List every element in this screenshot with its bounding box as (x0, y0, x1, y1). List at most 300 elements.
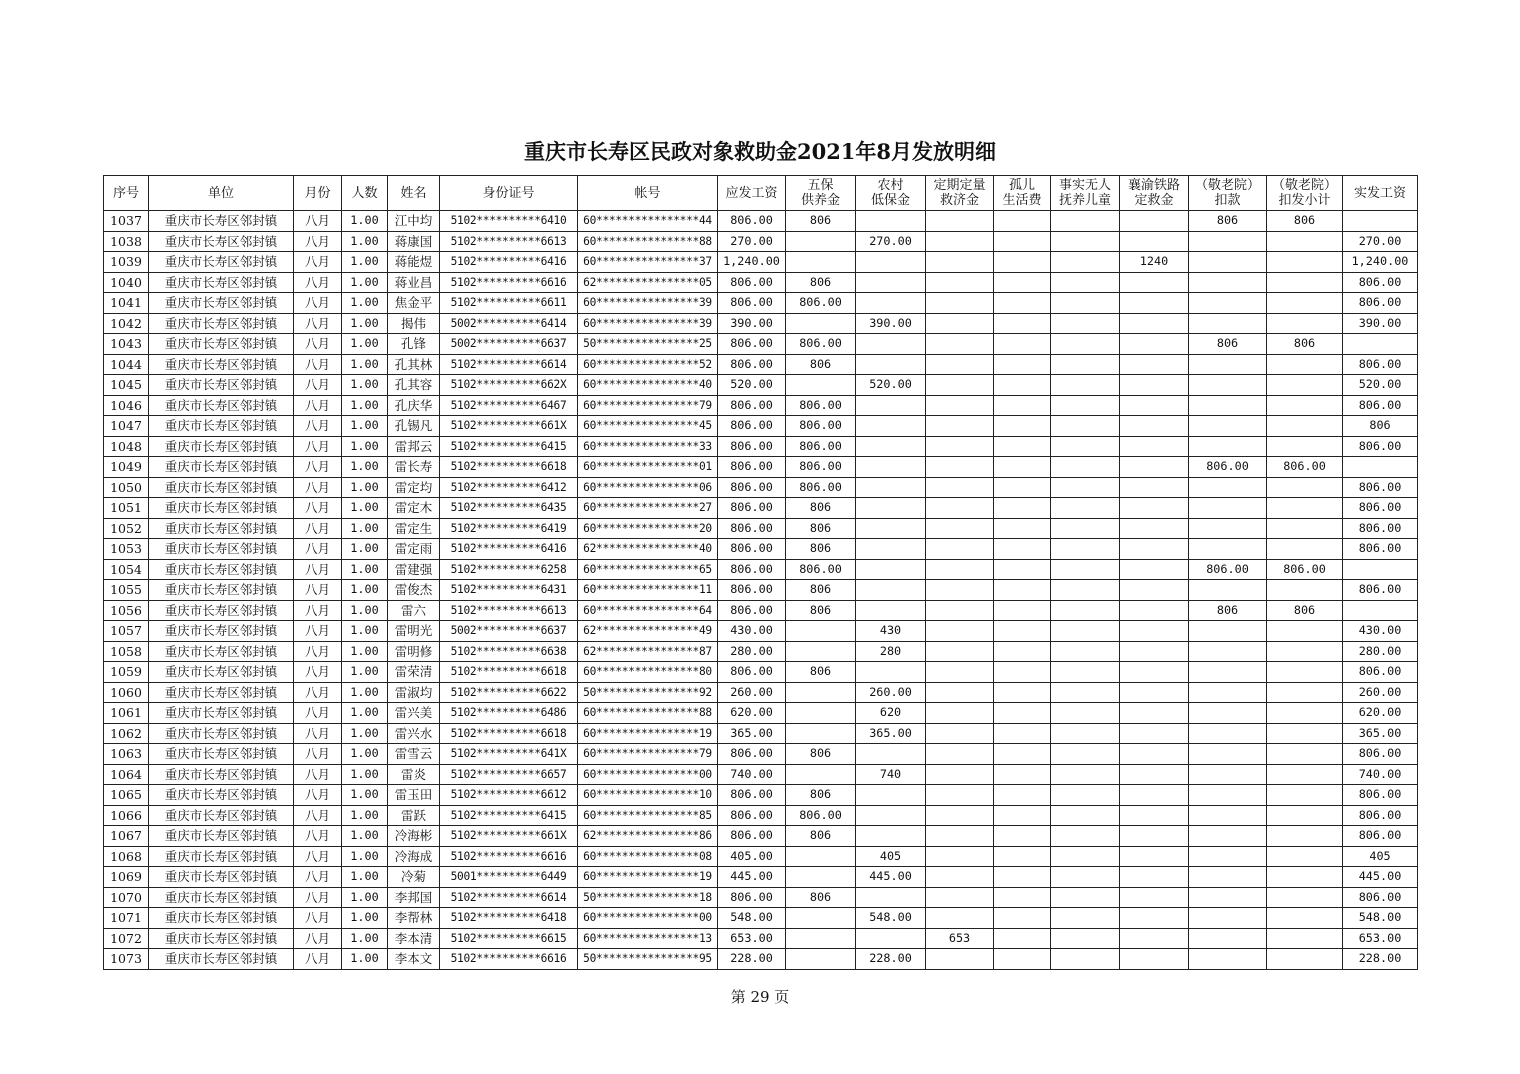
table-cell (786, 846, 856, 867)
table-cell: 重庆市长寿区邻封镇 (149, 211, 294, 232)
table-cell (786, 908, 856, 929)
table-cell: 520.00 (718, 375, 786, 396)
table-cell: 1.00 (342, 949, 388, 970)
table-cell (1267, 252, 1343, 273)
table-cell: 八月 (294, 621, 342, 642)
table-cell (994, 395, 1051, 416)
table-cell: 5102**********6431 (440, 580, 578, 601)
table-cell: 1046 (104, 395, 149, 416)
table-cell: 60****************19 (578, 723, 718, 744)
table-cell (786, 313, 856, 334)
table-cell (994, 375, 1051, 396)
table-cell (1267, 477, 1343, 498)
table-cell: 806.00 (718, 395, 786, 416)
table-cell: 60****************45 (578, 416, 718, 437)
table-cell: 806.00 (718, 334, 786, 355)
column-header: 孤儿 生活费 (994, 176, 1051, 211)
table-cell (1051, 785, 1120, 806)
table-cell: 1039 (104, 252, 149, 273)
table-cell (856, 293, 926, 314)
table-cell: 雷明光 (388, 621, 440, 642)
table-cell: 806.00 (718, 887, 786, 908)
column-header: 人数 (342, 176, 388, 211)
table-cell: 60****************88 (578, 703, 718, 724)
table-cell: 806.00 (718, 211, 786, 232)
table-row (104, 621, 1418, 642)
table-cell (994, 682, 1051, 703)
table-cell: 1055 (104, 580, 149, 601)
table-cell: 60****************01 (578, 457, 718, 478)
table-cell (1120, 621, 1189, 642)
table-cell: 雷炎 (388, 764, 440, 785)
table-cell (1189, 621, 1267, 642)
table-cell (1189, 682, 1267, 703)
table-cell: 60****************39 (578, 313, 718, 334)
table-cell (1120, 539, 1189, 560)
table-cell: 八月 (294, 867, 342, 888)
table-cell: 228.00 (718, 949, 786, 970)
table-cell: 1071 (104, 908, 149, 929)
table-row (104, 293, 1418, 314)
table-cell: 1.00 (342, 354, 388, 375)
table-cell: 60****************11 (578, 580, 718, 601)
table-cell (1189, 826, 1267, 847)
table-cell: 八月 (294, 580, 342, 601)
table-cell: 60****************64 (578, 600, 718, 621)
table-cell: 60****************13 (578, 928, 718, 949)
table-cell: 1240 (1120, 252, 1189, 273)
table-cell (1120, 744, 1189, 765)
table-cell: 280.00 (1343, 641, 1418, 662)
table-cell: 390.00 (1343, 313, 1418, 334)
table-cell: 八月 (294, 641, 342, 662)
table-cell: 蒋康国 (388, 231, 440, 252)
table-cell: 1050 (104, 477, 149, 498)
table-cell (1343, 211, 1418, 232)
table-cell: 740.00 (718, 764, 786, 785)
column-header: 帐号 (578, 176, 718, 211)
table-cell: 62****************40 (578, 539, 718, 560)
table-cell: 806.00 (786, 477, 856, 498)
table-cell: 806.00 (786, 416, 856, 437)
table-cell: 1041 (104, 293, 149, 314)
table-cell (994, 498, 1051, 519)
table-cell: 806.00 (1343, 805, 1418, 826)
table-cell: 5102**********6415 (440, 436, 578, 457)
table-cell: 5102**********641X (440, 744, 578, 765)
table-cell: 5102**********6638 (440, 641, 578, 662)
table-cell: 228.00 (1343, 949, 1418, 970)
table-cell (1267, 416, 1343, 437)
table-cell: 620.00 (718, 703, 786, 724)
table-cell (926, 805, 994, 826)
column-header: 襄渝铁路 定救金 (1120, 176, 1189, 211)
table-cell (1120, 231, 1189, 252)
table-cell (994, 744, 1051, 765)
table-row (104, 826, 1418, 847)
column-header: 五保 供养金 (786, 176, 856, 211)
table-cell (994, 293, 1051, 314)
table-cell (786, 764, 856, 785)
table-row (104, 416, 1418, 437)
table-row (104, 744, 1418, 765)
table-cell (1267, 395, 1343, 416)
table-cell: 60****************06 (578, 477, 718, 498)
table-cell (926, 498, 994, 519)
table-cell: 806.00 (718, 559, 786, 580)
table-cell: 5102**********6616 (440, 949, 578, 970)
table-cell (1051, 703, 1120, 724)
table-cell: 1042 (104, 313, 149, 334)
table-cell: 806.00 (786, 334, 856, 355)
table-cell (1051, 826, 1120, 847)
table-cell: 1056 (104, 600, 149, 621)
table-cell (1189, 846, 1267, 867)
table-cell: 5102**********6612 (440, 785, 578, 806)
table-row (104, 867, 1418, 888)
table-cell: 1047 (104, 416, 149, 437)
table-cell: 八月 (294, 231, 342, 252)
table-cell: 806 (786, 826, 856, 847)
table-cell: 60****************08 (578, 846, 718, 867)
table-cell: 260.00 (718, 682, 786, 703)
table-cell (1189, 518, 1267, 539)
table-cell (1120, 662, 1189, 683)
table-cell: 焦金平 (388, 293, 440, 314)
table-cell (926, 436, 994, 457)
table-cell (926, 662, 994, 683)
table-cell (856, 518, 926, 539)
table-cell: 60****************39 (578, 293, 718, 314)
table-cell: 孔锋 (388, 334, 440, 355)
table-cell (1267, 293, 1343, 314)
table-cell (1267, 908, 1343, 929)
table-cell: 806 (786, 272, 856, 293)
table-cell: 5102**********6613 (440, 600, 578, 621)
page-number: 第 29 页 (730, 988, 790, 1006)
table-cell (786, 949, 856, 970)
table-cell (994, 211, 1051, 232)
table-cell (1267, 662, 1343, 683)
table-cell (1343, 457, 1418, 478)
table-cell: 806.00 (718, 662, 786, 683)
table-cell: 806 (786, 498, 856, 519)
table-cell: 孔其林 (388, 354, 440, 375)
table-cell: 60****************00 (578, 764, 718, 785)
table-cell (994, 580, 1051, 601)
table-cell (856, 887, 926, 908)
table-cell: 八月 (294, 682, 342, 703)
table-row (104, 928, 1418, 949)
table-cell: 60****************37 (578, 252, 718, 273)
table-cell: 806 (786, 580, 856, 601)
table-cell (1189, 436, 1267, 457)
table-cell: 430.00 (718, 621, 786, 642)
table-cell: 重庆市长寿区邻封镇 (149, 580, 294, 601)
table-cell (926, 354, 994, 375)
table-cell: 5102**********6611 (440, 293, 578, 314)
table-cell (1120, 395, 1189, 416)
table-cell (926, 703, 994, 724)
table-cell: 八月 (294, 518, 342, 539)
table-cell (926, 252, 994, 273)
table-cell: 八月 (294, 559, 342, 580)
table-cell (994, 539, 1051, 560)
table-cell (1120, 580, 1189, 601)
table-cell: 1.00 (342, 498, 388, 519)
table-cell (1189, 662, 1267, 683)
table-cell: 620.00 (1343, 703, 1418, 724)
table-cell: 5102**********6622 (440, 682, 578, 703)
table-row (104, 518, 1418, 539)
table-cell: 1.00 (342, 826, 388, 847)
table-cell: 405 (856, 846, 926, 867)
table-cell: 806.00 (786, 436, 856, 457)
table-cell (856, 272, 926, 293)
table-cell: 重庆市长寿区邻封镇 (149, 826, 294, 847)
table-cell (926, 785, 994, 806)
table-cell (786, 703, 856, 724)
table-cell: 1070 (104, 887, 149, 908)
table-cell: 八月 (294, 887, 342, 908)
table-cell (1189, 805, 1267, 826)
table-row (104, 477, 1418, 498)
table-cell: 1.00 (342, 887, 388, 908)
table-cell: 雷荣清 (388, 662, 440, 683)
table-cell: 60****************10 (578, 785, 718, 806)
table-cell: 1043 (104, 334, 149, 355)
table-cell: 重庆市长寿区邻封镇 (149, 703, 294, 724)
table-cell (1267, 928, 1343, 949)
table-cell (856, 785, 926, 806)
table-cell (856, 211, 926, 232)
table-cell: 重庆市长寿区邻封镇 (149, 600, 294, 621)
table-cell (1343, 600, 1418, 621)
table-cell: 八月 (294, 272, 342, 293)
table-cell (926, 416, 994, 437)
table-cell (856, 744, 926, 765)
table-cell (926, 375, 994, 396)
table-cell: 八月 (294, 354, 342, 375)
table-cell (1343, 559, 1418, 580)
table-cell (1267, 580, 1343, 601)
table-cell: 228.00 (856, 949, 926, 970)
table-cell: 八月 (294, 703, 342, 724)
table-cell: 八月 (294, 539, 342, 560)
table-cell (994, 867, 1051, 888)
table-cell: 雷定生 (388, 518, 440, 539)
table-cell: 5102**********662X (440, 375, 578, 396)
table-cell: 806.00 (718, 539, 786, 560)
table-cell (1051, 662, 1120, 683)
table-cell (856, 559, 926, 580)
table-cell (926, 826, 994, 847)
table-cell (926, 723, 994, 744)
table-cell (1189, 231, 1267, 252)
table-cell: 806.00 (1343, 662, 1418, 683)
table-cell (1189, 764, 1267, 785)
table-cell (1120, 641, 1189, 662)
table-cell (1051, 805, 1120, 826)
table-cell (856, 457, 926, 478)
table-cell: 806.00 (718, 518, 786, 539)
table-cell (1120, 272, 1189, 293)
table-cell (1267, 744, 1343, 765)
table-cell (1189, 375, 1267, 396)
table-cell: 孔庆华 (388, 395, 440, 416)
table-cell: 653 (926, 928, 994, 949)
table-cell: 5001**********6449 (440, 867, 578, 888)
table-cell: 重庆市长寿区邻封镇 (149, 457, 294, 478)
table-cell (1267, 887, 1343, 908)
table-cell: 50****************25 (578, 334, 718, 355)
table-cell: 806 (786, 518, 856, 539)
table-cell: 重庆市长寿区邻封镇 (149, 785, 294, 806)
table-cell (994, 518, 1051, 539)
table-cell: 1.00 (342, 518, 388, 539)
table-cell: 1.00 (342, 703, 388, 724)
table-cell: 1048 (104, 436, 149, 457)
table-cell (1267, 826, 1343, 847)
table-row (104, 313, 1418, 334)
table-cell: 806 (786, 600, 856, 621)
table-cell (1189, 395, 1267, 416)
table-cell (856, 498, 926, 519)
table-cell: 蒋业昌 (388, 272, 440, 293)
table-cell (1051, 272, 1120, 293)
table-row (104, 539, 1418, 560)
table-cell (856, 334, 926, 355)
table-cell: 5102**********6418 (440, 908, 578, 929)
table-cell: 重庆市长寿区邻封镇 (149, 252, 294, 273)
table-cell: 八月 (294, 805, 342, 826)
table-cell: 雷建强 (388, 559, 440, 580)
table-cell: 60****************20 (578, 518, 718, 539)
table-cell (994, 805, 1051, 826)
table-cell (926, 887, 994, 908)
table-row (104, 641, 1418, 662)
table-cell (926, 293, 994, 314)
table-cell (1267, 785, 1343, 806)
table-cell (1189, 580, 1267, 601)
table-cell: 重庆市长寿区邻封镇 (149, 518, 294, 539)
table-cell (786, 252, 856, 273)
table-cell (1267, 621, 1343, 642)
table-cell (926, 641, 994, 662)
table-cell: 雷淑均 (388, 682, 440, 703)
table-cell: 1.00 (342, 313, 388, 334)
table-cell: 1.00 (342, 272, 388, 293)
table-cell: 八月 (294, 477, 342, 498)
table-cell (1189, 539, 1267, 560)
table-cell (1189, 887, 1267, 908)
table-cell: 5102**********6657 (440, 764, 578, 785)
table-cell: 八月 (294, 785, 342, 806)
table-cell: 雷长寿 (388, 457, 440, 478)
table-row (104, 559, 1418, 580)
table-cell: 1.00 (342, 928, 388, 949)
table-cell: 806.00 (718, 744, 786, 765)
table-cell (926, 518, 994, 539)
table-cell (1189, 785, 1267, 806)
table-cell: 重庆市长寿区邻封镇 (149, 313, 294, 334)
table-cell: 重庆市长寿区邻封镇 (149, 559, 294, 580)
table-cell: 雷邦云 (388, 436, 440, 457)
table-cell: 390.00 (856, 313, 926, 334)
table-cell (926, 477, 994, 498)
table-cell (1189, 867, 1267, 888)
table-cell (926, 272, 994, 293)
table-cell (994, 641, 1051, 662)
table-cell (1051, 949, 1120, 970)
table-cell (1189, 703, 1267, 724)
table-cell: 806 (1267, 600, 1343, 621)
table-cell (994, 252, 1051, 273)
table-cell (994, 334, 1051, 355)
table-cell: 62****************05 (578, 272, 718, 293)
table-cell: 62****************87 (578, 641, 718, 662)
table-row (104, 682, 1418, 703)
table-cell: 60****************79 (578, 744, 718, 765)
table-cell: 1.00 (342, 764, 388, 785)
table-cell (1120, 703, 1189, 724)
table-cell (1051, 252, 1120, 273)
table-cell: 重庆市长寿区邻封镇 (149, 436, 294, 457)
table-cell (1120, 416, 1189, 437)
table-cell: 5102**********6616 (440, 846, 578, 867)
table-cell: 1.00 (342, 416, 388, 437)
table-cell: 八月 (294, 436, 342, 457)
table-cell: 重庆市长寿区邻封镇 (149, 805, 294, 826)
table-cell: 1059 (104, 662, 149, 683)
table-cell (1120, 764, 1189, 785)
table-row (104, 662, 1418, 683)
table-cell (1189, 272, 1267, 293)
table-cell: 1,240.00 (1343, 252, 1418, 273)
table-cell: 806 (786, 887, 856, 908)
table-cell: 806.00 (1343, 436, 1418, 457)
table-cell: 50****************92 (578, 682, 718, 703)
table-cell: 李邦国 (388, 887, 440, 908)
table-cell: 405.00 (718, 846, 786, 867)
table-cell (994, 723, 1051, 744)
table-cell: 548.00 (1343, 908, 1418, 929)
table-row (104, 334, 1418, 355)
table-cell: 806.00 (786, 293, 856, 314)
table-cell: 重庆市长寿区邻封镇 (149, 354, 294, 375)
table-cell: 270.00 (856, 231, 926, 252)
table-cell: 520.00 (1343, 375, 1418, 396)
table-cell: 雷俊杰 (388, 580, 440, 601)
table-cell (1267, 764, 1343, 785)
table-cell (856, 416, 926, 437)
table-cell (1267, 498, 1343, 519)
table-cell: 806 (1343, 416, 1418, 437)
table-cell (856, 252, 926, 273)
table-cell (1120, 477, 1189, 498)
table-cell: 405 (1343, 846, 1418, 867)
table-cell: 806.00 (718, 477, 786, 498)
table-cell (856, 826, 926, 847)
table-cell (1051, 211, 1120, 232)
table-cell (1120, 313, 1189, 334)
table-cell (1189, 949, 1267, 970)
table-cell: 806.00 (1343, 887, 1418, 908)
table-cell: 雷玉田 (388, 785, 440, 806)
table-cell: 1.00 (342, 600, 388, 621)
table-cell (1051, 375, 1120, 396)
table-cell: 1065 (104, 785, 149, 806)
